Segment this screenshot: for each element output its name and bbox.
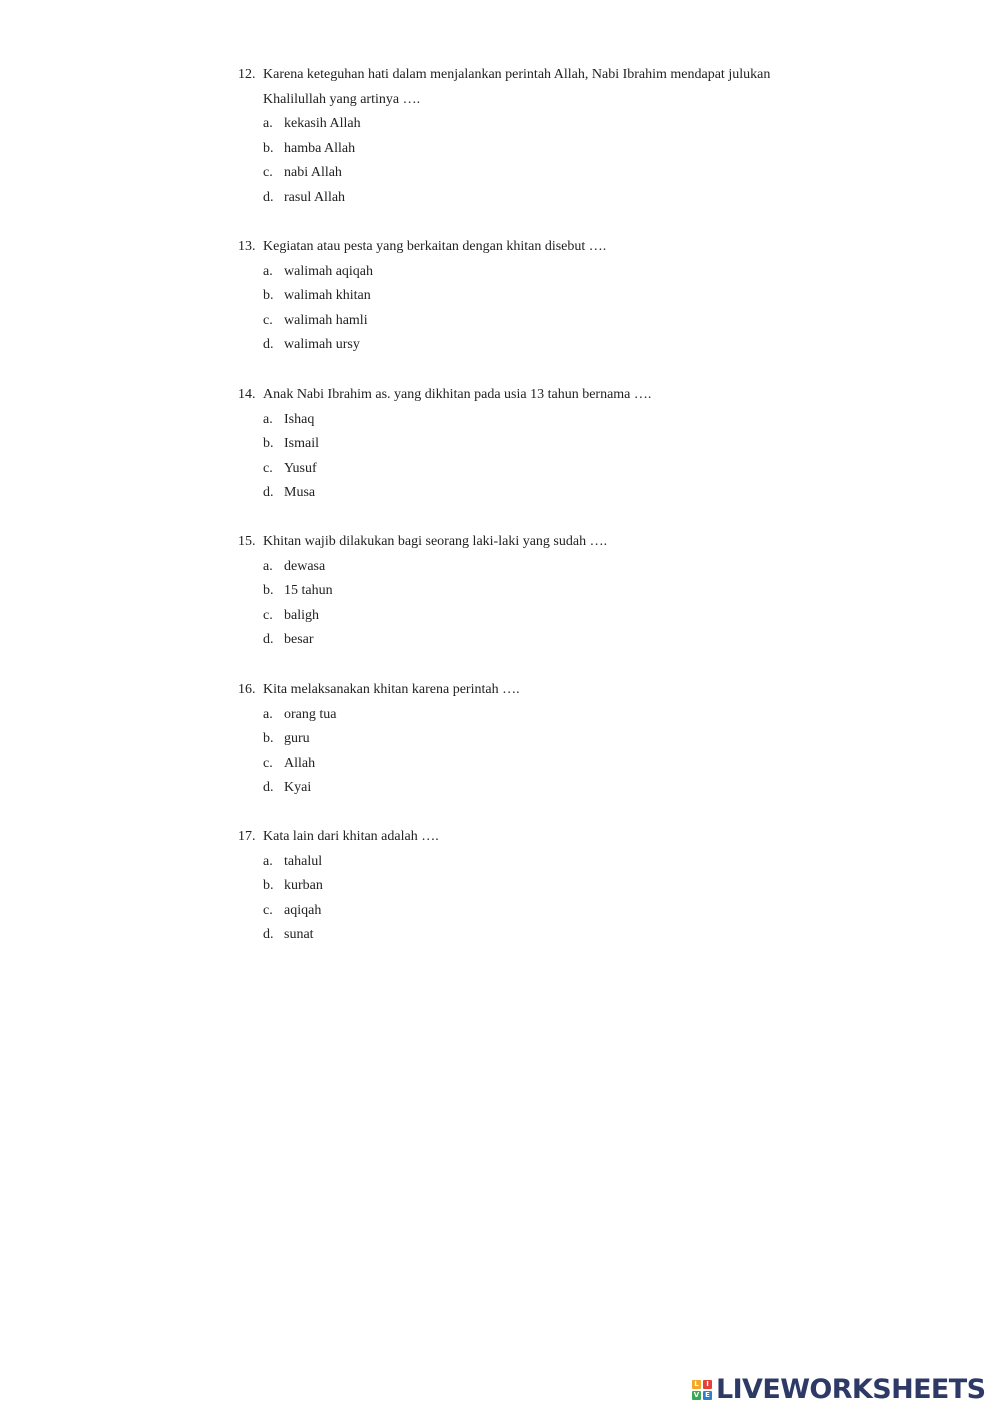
option-text: dewasa xyxy=(284,558,326,574)
option-letter: d. xyxy=(263,632,274,648)
option-a[interactable] xyxy=(238,555,798,580)
option-text: Allah xyxy=(284,755,316,771)
question-text: Anak Nabi Ibrahim as. yang dikhitan pada usia 13 tahun bernama …. xyxy=(263,387,652,402)
question-12 xyxy=(238,63,798,211)
option-letter: a. xyxy=(263,116,273,132)
option-letter: d. xyxy=(263,927,274,943)
liveworksheets-logo xyxy=(692,1374,985,1406)
question-number: 12. xyxy=(238,67,256,82)
option-b[interactable] xyxy=(238,432,798,457)
option-text: Yusuf xyxy=(284,460,317,476)
option-letter: b. xyxy=(263,436,274,452)
option-letter: c. xyxy=(263,460,273,476)
option-text: hamba Allah xyxy=(284,140,356,156)
option-c[interactable] xyxy=(238,309,798,334)
option-text: baligh xyxy=(284,607,319,623)
question-15 xyxy=(238,530,798,653)
option-letter: c. xyxy=(263,607,273,623)
question-16 xyxy=(238,678,798,801)
option-text: walimah aqiqah xyxy=(284,263,374,279)
option-text: orang tua xyxy=(284,706,337,722)
logo-cell: V xyxy=(693,1391,700,1399)
question-text: Kita melaksanakan khitan karena perintah …. xyxy=(263,682,520,697)
option-letter: a. xyxy=(263,706,273,722)
option-c[interactable] xyxy=(238,457,798,482)
option-letter: a. xyxy=(263,558,273,574)
logo-text: LIVEWORKSHEETS xyxy=(716,1374,986,1405)
question-14 xyxy=(238,383,798,506)
option-letter: d. xyxy=(263,485,274,501)
option-letter: c. xyxy=(263,165,273,181)
option-b[interactable] xyxy=(238,579,798,604)
question-17 xyxy=(238,825,798,948)
option-letter: c. xyxy=(263,755,273,771)
question-13 xyxy=(238,235,798,358)
question-number: 16. xyxy=(238,682,256,697)
option-b[interactable] xyxy=(238,727,798,752)
question-text: Karena keteguhan hati dalam menjalankan perintah Allah, Nabi Ibrahim mendapat julukan Khalilullah yang artinya …. xyxy=(263,67,771,107)
logo-cell: I xyxy=(703,1380,712,1389)
logo-cell: L xyxy=(692,1380,701,1389)
option-letter: b. xyxy=(263,140,274,156)
option-letter: c. xyxy=(263,312,273,328)
question-text: Khitan wajib dilakukan bagi seorang laki-laki yang sudah …. xyxy=(263,534,608,549)
option-c[interactable] xyxy=(238,604,798,629)
question-number: 15. xyxy=(238,534,256,549)
option-letter: b. xyxy=(263,878,274,894)
option-letter: c. xyxy=(263,902,273,918)
option-letter: b. xyxy=(263,288,274,304)
option-letter: a. xyxy=(263,411,273,427)
question-number: 13. xyxy=(238,239,256,254)
option-a[interactable] xyxy=(238,408,798,433)
option-text: sunat xyxy=(284,927,314,943)
option-letter: d. xyxy=(263,337,274,353)
option-text: besar xyxy=(284,632,314,648)
option-text: nabi Allah xyxy=(284,165,342,181)
option-text: walimah hamli xyxy=(284,312,368,328)
option-c[interactable] xyxy=(238,899,798,924)
question-text: Kata lain dari khitan adalah …. xyxy=(263,829,439,844)
option-text: walimah khitan xyxy=(284,288,371,304)
option-a[interactable] xyxy=(238,703,798,728)
logo-cell: E xyxy=(703,1391,712,1400)
option-text: kekasih Allah xyxy=(284,116,361,132)
option-text: kurban xyxy=(284,878,323,894)
option-d[interactable] xyxy=(238,481,798,506)
option-text: rasul Allah xyxy=(284,189,346,205)
option-b[interactable] xyxy=(238,284,798,309)
option-b[interactable] xyxy=(238,137,798,162)
option-d[interactable] xyxy=(238,333,798,358)
option-letter: a. xyxy=(263,263,273,279)
question-number: 14. xyxy=(238,387,256,402)
option-text: 15 tahun xyxy=(284,583,333,599)
question-text: Kegiatan atau pesta yang berkaitan dengan khitan disebut …. xyxy=(263,239,607,254)
option-text: aqiqah xyxy=(284,902,322,918)
option-text: walimah ursy xyxy=(284,337,360,353)
option-text: Kyai xyxy=(284,780,312,796)
option-d[interactable] xyxy=(238,923,798,948)
question-number: 17. xyxy=(238,829,256,844)
option-c[interactable] xyxy=(238,752,798,777)
option-c[interactable] xyxy=(238,161,798,186)
option-text: Musa xyxy=(284,485,316,501)
option-letter: a. xyxy=(263,853,273,869)
option-b[interactable] xyxy=(238,874,798,899)
option-d[interactable] xyxy=(238,628,798,653)
option-letter: d. xyxy=(263,189,274,205)
option-letter: d. xyxy=(263,780,274,796)
option-text: tahalul xyxy=(284,853,323,869)
option-a[interactable] xyxy=(238,260,798,285)
option-a[interactable] xyxy=(238,112,798,137)
option-d[interactable] xyxy=(238,186,798,211)
liveworksheets-logo-icon xyxy=(692,1380,712,1400)
option-letter: b. xyxy=(263,583,274,599)
option-text: Ishaq xyxy=(284,411,315,427)
option-text: Ismail xyxy=(284,436,319,452)
option-letter: b. xyxy=(263,731,274,747)
option-a[interactable] xyxy=(238,850,798,875)
option-text: guru xyxy=(284,731,310,747)
option-d[interactable] xyxy=(238,776,798,801)
